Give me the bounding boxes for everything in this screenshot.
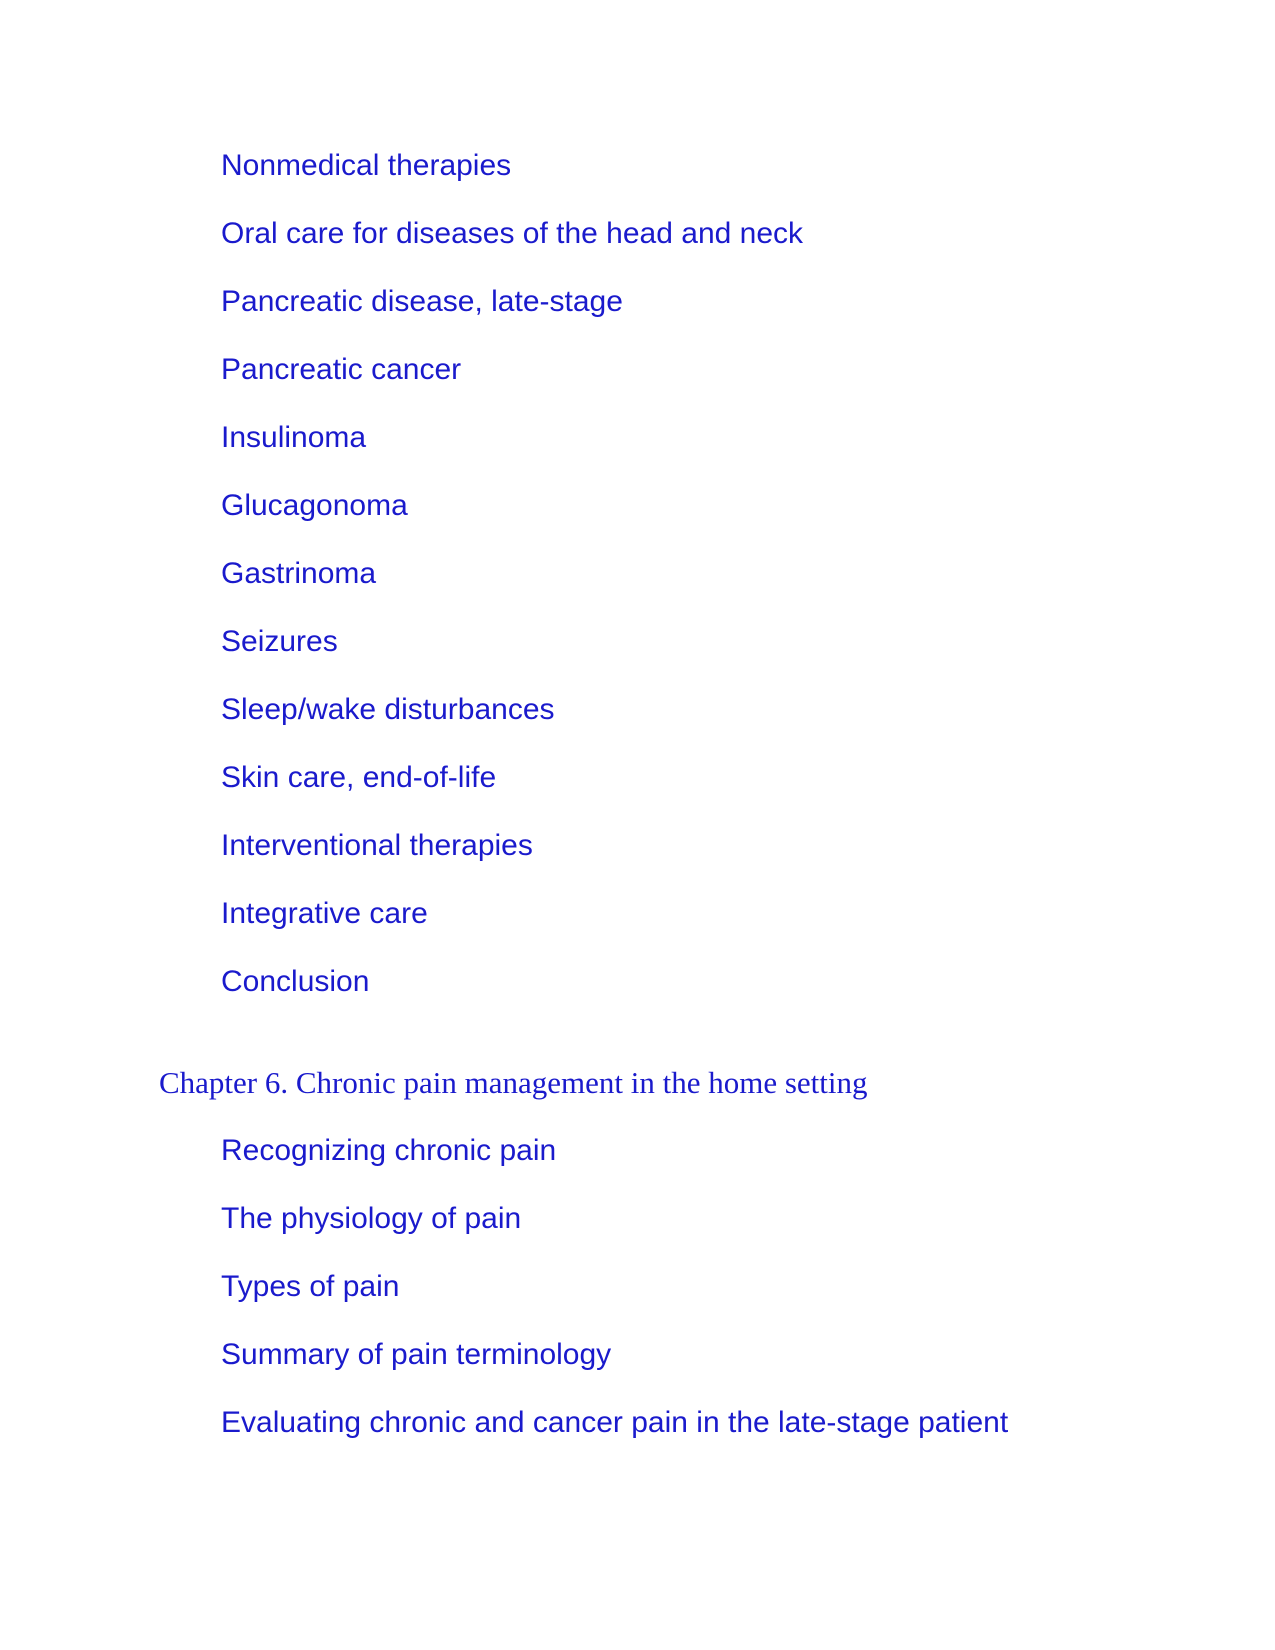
toc-link-sleep-wake[interactable]: Sleep/wake disturbances: [221, 693, 555, 726]
toc-link-interventional-therapies[interactable]: Interventional therapies: [221, 829, 533, 862]
toc-link-oral-care[interactable]: Oral care for diseases of the head and neck: [221, 217, 804, 250]
toc-link-pancreatic-disease[interactable]: Pancreatic disease, late-stage: [221, 285, 623, 318]
toc-link-integrative-care[interactable]: Integrative care: [221, 897, 428, 930]
toc-link-pain-terminology[interactable]: Summary of pain terminology: [221, 1338, 612, 1371]
toc-link-nonmedical-therapies[interactable]: Nonmedical therapies: [221, 149, 512, 182]
toc-link-glucagonoma[interactable]: Glucagonoma: [221, 489, 408, 522]
toc-link-skin-care[interactable]: Skin care, end-of-life: [221, 761, 497, 794]
toc-link-evaluating-pain[interactable]: Evaluating chronic and cancer pain in the late-stage patient: [221, 1406, 1009, 1439]
toc-link-recognizing-chronic-pain[interactable]: Recognizing chronic pain: [221, 1134, 557, 1167]
toc-link-types-of-pain[interactable]: Types of pain: [221, 1270, 400, 1303]
toc-chapter-6-heading[interactable]: Chapter 6. Chronic pain management in the home setting: [159, 1065, 868, 1100]
toc-link-pancreatic-cancer[interactable]: Pancreatic cancer: [221, 353, 462, 386]
toc-link-physiology-of-pain[interactable]: The physiology of pain: [221, 1202, 522, 1235]
toc-link-insulinoma[interactable]: Insulinoma: [221, 421, 367, 454]
toc-link-seizures[interactable]: Seizures: [221, 625, 338, 658]
toc-link-conclusion[interactable]: Conclusion: [221, 965, 370, 998]
toc-link-gastrinoma[interactable]: Gastrinoma: [221, 557, 377, 590]
